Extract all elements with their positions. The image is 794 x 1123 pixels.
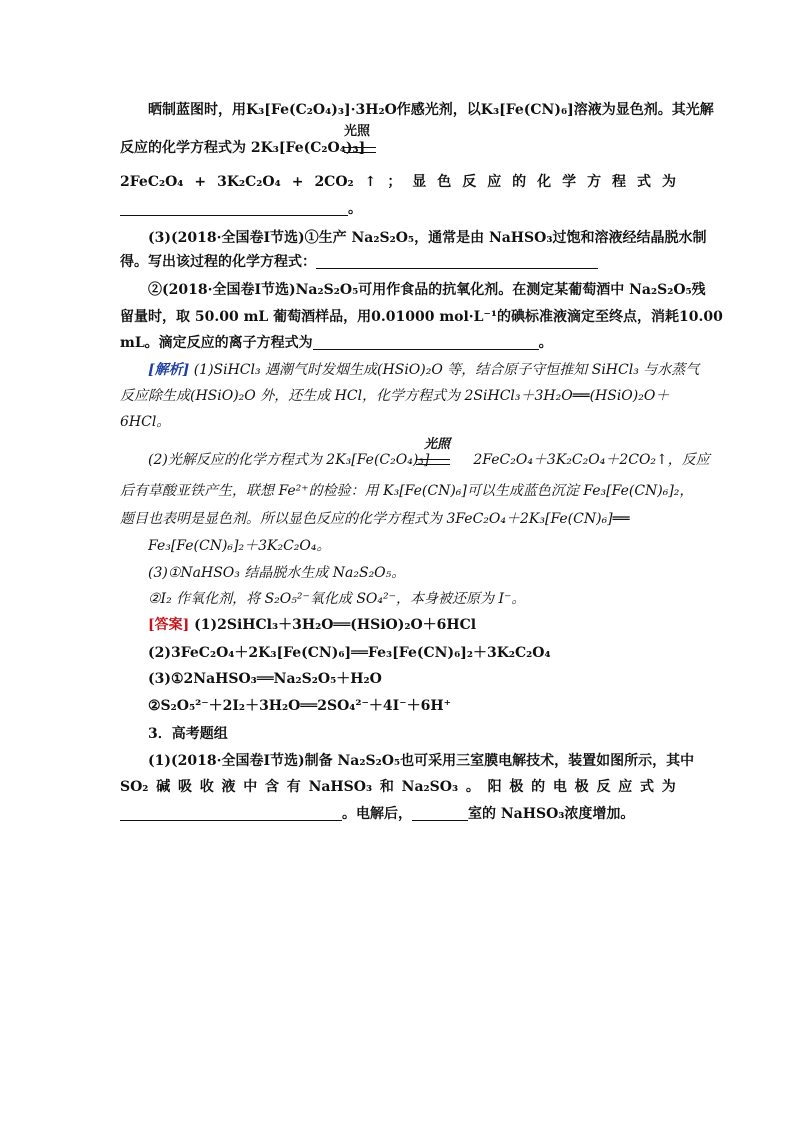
answer-line: (3)①2NaHSO₃══Na₂S₂O₅＋H₂O [148, 671, 382, 687]
text-line-justified [120, 171, 676, 193]
text-token: 极 [509, 779, 524, 795]
text-token: 。 [465, 779, 480, 795]
text-line: 反应的化学方程式为 2K₃[Fe(C₂O₄)₃] [120, 140, 366, 156]
text-line: ②(2018·全国卷Ⅰ节选)Na₂S₂O₅可用作食品的抗氧化剂。在测定某葡萄酒中 Na₂S₂O₅残 [148, 282, 706, 298]
text-token: 式 [639, 779, 654, 795]
text-line: mL。滴定反应的离子方程式为 。 [120, 335, 553, 351]
answer-blank[interactable] [412, 806, 468, 821]
text-token: 3K₂C₂O₄ [217, 174, 281, 190]
text-token: 的 [531, 779, 546, 795]
analysis-line: Fe₃[Fe(CN)₆]₂＋3K₂C₂O₄。 [148, 538, 331, 554]
text-line: 晒制蓝图时，用K₃[Fe(C₂O₄)₃]·3H₂O作感光剂，以K₃[Fe(CN)₆]溶液为显色剂。其光解 [148, 102, 714, 118]
text-token: + [194, 174, 207, 190]
text-line-justified [120, 776, 676, 798]
text-token: 2FeC₂O₄ [120, 174, 184, 190]
text-token: + [291, 174, 304, 190]
text-token: 碱 [156, 779, 171, 795]
answer-blank[interactable] [316, 254, 598, 269]
text-token: 电 [552, 779, 567, 795]
text-token: 化 [537, 174, 552, 190]
equation-sign [344, 147, 376, 153]
text-token: 液 [221, 779, 236, 795]
text-token: 含 [265, 779, 280, 795]
text-token: 程 [612, 174, 627, 190]
answer-blank[interactable] [120, 201, 348, 216]
text-token: Na₂SO₃ [401, 779, 459, 795]
answer-label: [答案] [148, 617, 190, 633]
text-token: 为 [661, 174, 676, 190]
text-line: (3)(2018·全国卷Ⅰ节选)①生产 Na₂S₂O₅，通常是由 NaHSO₃过饱和溶液经结晶脱水制 [148, 230, 707, 246]
text-token: 应 [618, 779, 633, 795]
text-line: (1)(2018·全国卷Ⅰ节选)制备 Na₂S₂O₅也可采用三室膜电解技术，装置如图所示，其中 [148, 753, 695, 769]
answer-line: (2)3FeC₂O₄＋2K₃[Fe(CN)₆]══Fe₃[Fe(CN)₆]₂＋3K₂C₂O₄ [148, 645, 551, 661]
text-token: 有 [286, 779, 301, 795]
text-token: 极 [574, 779, 589, 795]
text-token: 吸 [177, 779, 192, 795]
analysis-line: 题目也表明是显色剂。所以显色反应的化学方程式为 3FeC₂O₄＋2K₃[Fe(CN)₆]══ [120, 511, 630, 527]
text-line: 留量时，取 50.00 mL 葡萄酒样品，用0.01000 mol·L⁻¹的碘标准液滴定至终点，消耗10.00 [120, 309, 723, 325]
text-token: 2CO₂ [314, 174, 354, 190]
text-token: SO₂ [120, 779, 149, 795]
text-token: 方 [587, 174, 602, 190]
text-token: 中 [243, 779, 258, 795]
text-token: 显 [412, 174, 427, 190]
text-token: 应 [487, 174, 502, 190]
analysis-line: [解析] (1)SiHCl₃ 遇潮气时发烟生成(HSiO)₂O 等，结合原子守恒推知 SiHCl₃ 与水蒸气 [148, 362, 700, 378]
equation-sign [416, 459, 450, 465]
text-token: ↑ [364, 174, 377, 190]
answer-blank[interactable] [313, 335, 539, 350]
analysis-line: 反应除生成(HSiO)₂O 外，还生成 HCl，化学方程式为 2SiHCl₃＋3H₂O══(HSiO)₂O＋ [120, 388, 670, 404]
text-token: 收 [199, 779, 214, 795]
text-token: 式 [637, 174, 652, 190]
text-token: 色 [437, 174, 452, 190]
analysis-line: ②I₂ 作氧化剂，将 S₂O₅²⁻氧化成 SO₄²⁻，本身被还原为 I⁻。 [148, 591, 526, 607]
analysis-line: 6HCl。 [120, 414, 171, 430]
text-token: ； [387, 174, 402, 190]
reaction-condition: 光照 [344, 124, 371, 139]
answer-line: ②S₂O₅²⁻＋2I₂＋3H₂O══2SO₄²⁻＋4I⁻＋6H⁺ [148, 698, 451, 714]
analysis-line: (3)①NaHSO₃ 结晶脱水生成 Na₂S₂O₅。 [148, 565, 406, 581]
text-token: 反 [462, 174, 477, 190]
text-token: 阳 [487, 779, 502, 795]
text-token: 为 [661, 779, 676, 795]
analysis-line: 后有草酸亚铁产生，联想 Fe²⁺的检验：用 K₃[Fe(CN)₆]可以生成蓝色沉淀 Fe₃[Fe(CN)₆]₂， [120, 483, 694, 499]
text-token: NaHSO₃ [308, 779, 373, 795]
analysis-label: [解析] [148, 362, 190, 378]
answer-blank[interactable] [120, 806, 342, 821]
text-token: 学 [562, 174, 577, 190]
text-token: 反 [596, 779, 611, 795]
text-line: 。 [120, 198, 676, 220]
analysis-line: (2)光解反应的化学方程式为 2K₃[Fe(C₂O₄)₃] 2FeC₂O₄＋3K₂C₂O₄＋2CO₂↑，反应 [148, 452, 710, 468]
reaction-condition: 光照 [424, 437, 451, 452]
answer-line: [答案] (1)2SiHCl₃＋3H₂O══(HSiO)₂O＋6HCl [148, 617, 477, 633]
text-token: 的 [512, 174, 527, 190]
section-heading: 3．高考题组 [148, 726, 228, 742]
text-token: 和 [379, 779, 394, 795]
text-line: 得。写出该过程的化学方程式： [120, 251, 676, 273]
text-line: 。电解后， 室的 NaHSO₃浓度增加。 [120, 803, 676, 825]
